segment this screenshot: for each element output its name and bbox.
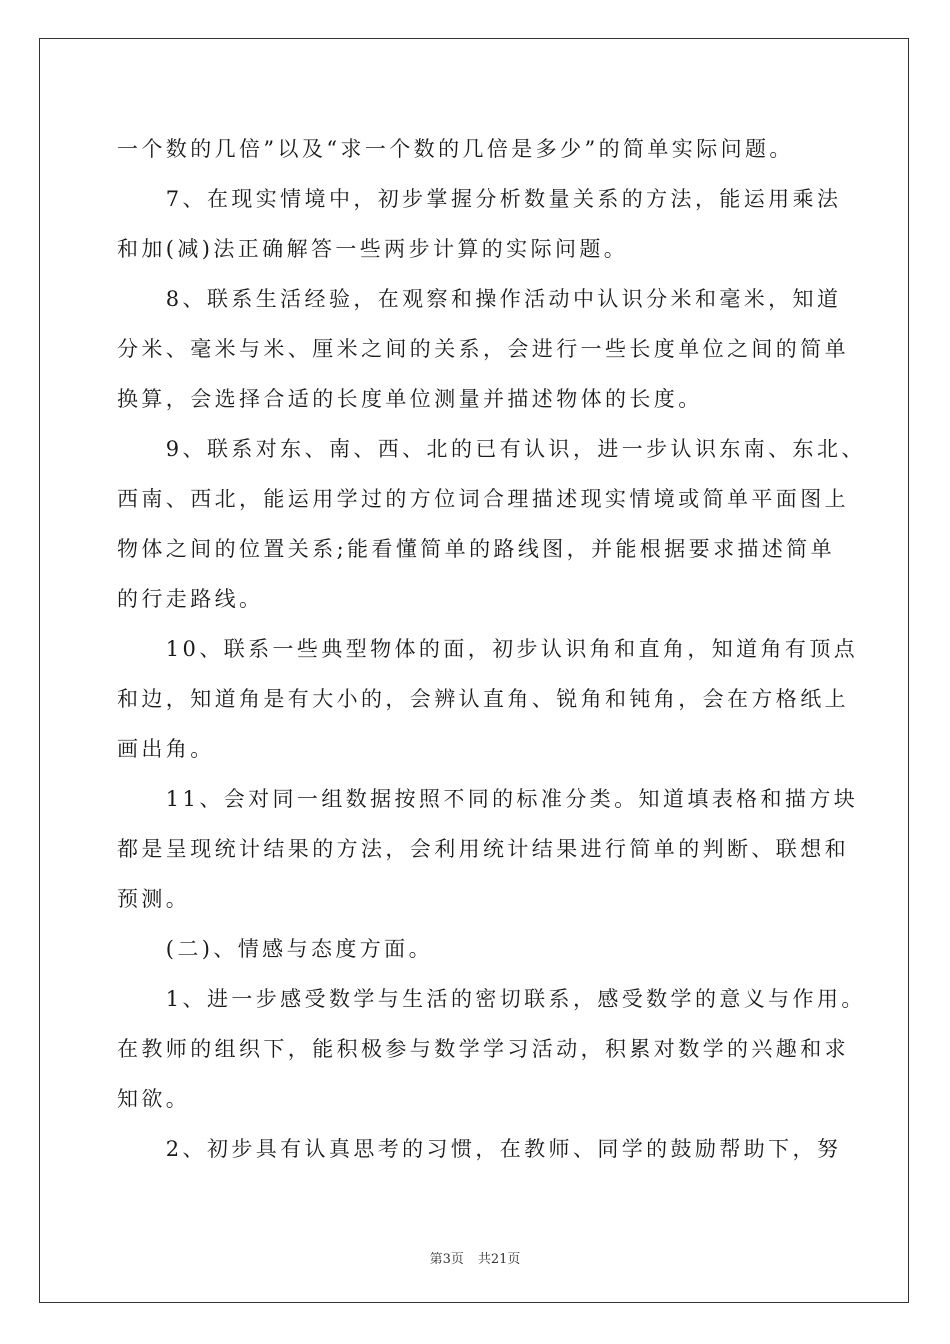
- page-footer: [0, 1248, 950, 1267]
- text-line: 都是呈现统计结果的方法，会利用统计结果进行简单的判断、联想和: [117, 837, 849, 861]
- text-line: 8、联系生活经验，在观察和操作活动中认识分米和毫米，知道: [117, 287, 842, 311]
- text-line: 和加(减)法正确解答一些两步计算的实际问题。: [117, 237, 629, 261]
- text-line: 的行走路线。: [117, 587, 264, 611]
- text-line: 知欲。: [117, 1087, 191, 1111]
- page-total: 共21页: [477, 1252, 521, 1267]
- text-line: 在教师的组织下，能积极参与数学学习活动，积累对数学的兴趣和求: [117, 1037, 849, 1061]
- text-line: 预测。: [117, 887, 191, 911]
- text-line: 物体之间的位置关系;能看懂简单的路线图，并能根据要求描述简单: [117, 537, 836, 561]
- page-number: 第3页: [429, 1252, 464, 1267]
- text-line: 画出角。: [117, 737, 215, 761]
- text-line: 2、初步具有认真思考的习惯，在教师、同学的鼓励帮助下，努: [117, 1137, 842, 1161]
- text-line: 11、会对同一组数据按照不同的标准分类。知道填表格和描方块: [117, 787, 859, 811]
- text-line: 9、联系对东、南、西、北的已有认识，进一步认识东南、东北、: [117, 437, 866, 461]
- text-line: 西南、西北，能运用学过的方位词合理描述现实情境或简单平面图上: [117, 487, 849, 511]
- text-line: 7、在现实情境中，初步掌握分析数量关系的方法，能运用乘法: [117, 187, 842, 211]
- text-line: 分米、毫米与米、厘米之间的关系，会进行一些长度单位之间的简单: [117, 337, 849, 361]
- text-line: 10、联系一些典型物体的面，初步认识角和直角，知道角有顶点: [117, 637, 859, 661]
- text-line: 一个数的几倍”以及“求一个数的几倍是多少”的简单实际问题。: [117, 137, 794, 161]
- text-line: 和边，知道角是有大小的，会辨认直角、锐角和钝角，会在方格纸上: [117, 687, 849, 711]
- document-body: [117, 124, 866, 1174]
- text-line: (二)、情感与态度方面。: [117, 937, 433, 961]
- text-line: 1、进一步感受数学与生活的密切联系，感受数学的意义与作用。: [117, 987, 866, 1011]
- text-line: 换算，会选择合适的长度单位测量并描述物体的长度。: [117, 387, 703, 411]
